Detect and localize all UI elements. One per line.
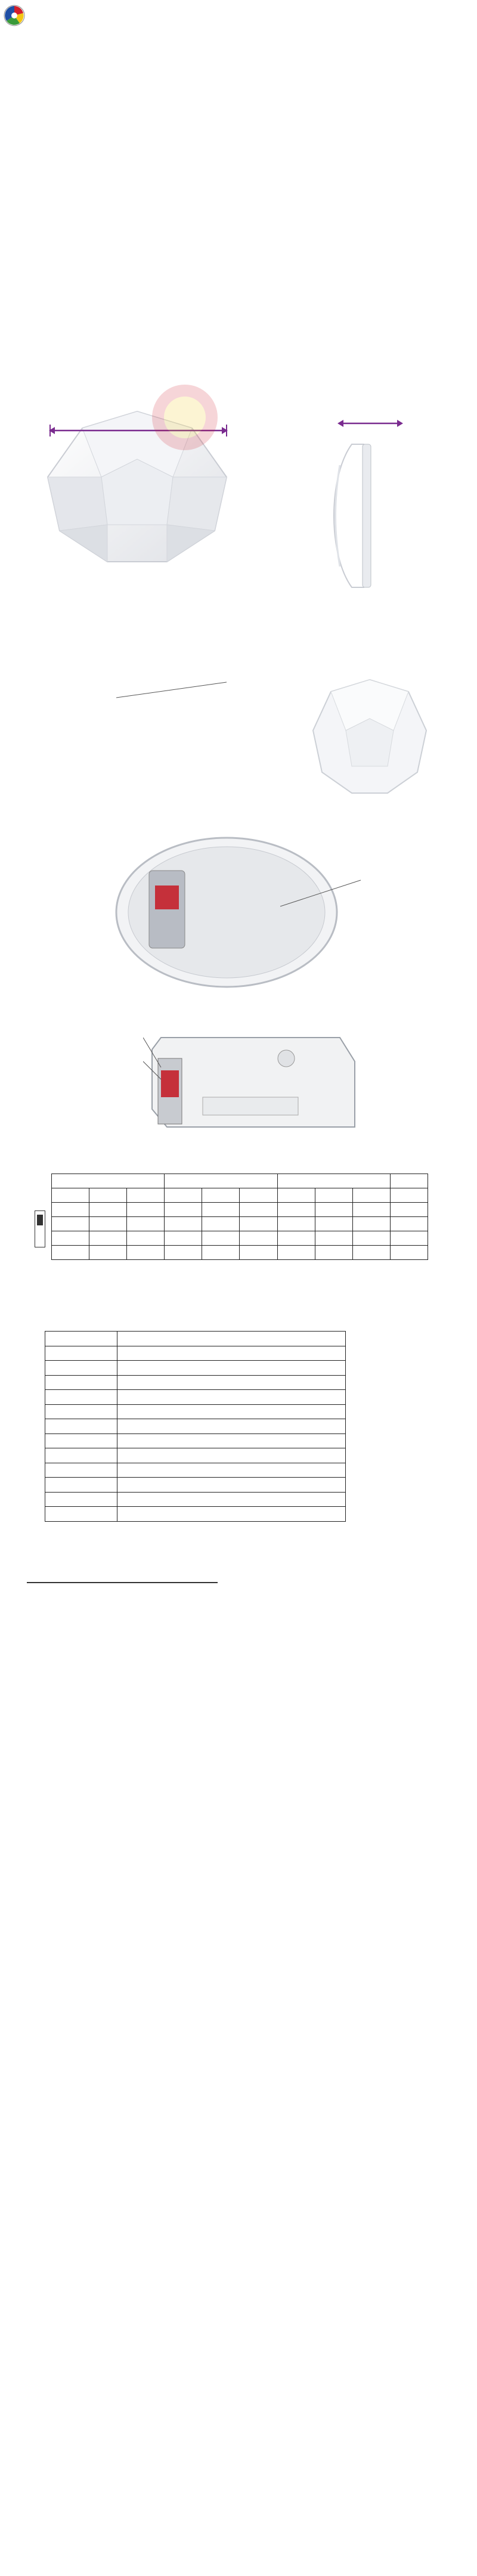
table-row (45, 1375, 346, 1390)
table-cell (315, 1188, 352, 1203)
table-cell (277, 1188, 315, 1203)
feature-list (7, 67, 466, 68)
brand-logo-icon (4, 5, 25, 26)
table-row (45, 1448, 346, 1463)
table-cell (352, 1188, 390, 1203)
table-cell (202, 1188, 240, 1203)
table-row (45, 1361, 346, 1376)
dip-switch-icon (35, 1210, 45, 1247)
table-header (52, 1174, 165, 1188)
table-cell (240, 1188, 277, 1203)
table-header (277, 1174, 390, 1188)
table-header (165, 1174, 277, 1188)
table-row (45, 1433, 346, 1448)
sensor-module-illustration (143, 1026, 358, 1142)
range-top-diagram (316, 1574, 435, 1688)
table-row (52, 1246, 428, 1260)
product-internal-illustration (113, 835, 340, 990)
callout-line (116, 680, 230, 704)
table-row (45, 1419, 346, 1434)
table-cell (165, 1188, 202, 1203)
table-row (52, 1217, 428, 1231)
table-cell (52, 1188, 89, 1203)
range-side-diagram (24, 1574, 221, 1688)
dip-switch-table (51, 1174, 428, 1260)
table-cell (390, 1174, 428, 1188)
watermark-logo (149, 382, 340, 453)
table-row (45, 1478, 346, 1493)
spec-table (45, 1331, 346, 1522)
callout-line (280, 877, 364, 912)
table-row (45, 1404, 346, 1419)
table-row (52, 1203, 428, 1217)
product-side-illustration (316, 441, 405, 590)
table-cell (390, 1188, 428, 1203)
table-row (45, 1390, 346, 1405)
table-row (45, 1463, 346, 1478)
product-gem-illustration (310, 677, 429, 796)
table-cell (127, 1188, 165, 1203)
table-row (45, 1346, 346, 1361)
table-row (45, 1507, 346, 1522)
table-row (52, 1231, 428, 1246)
table-cell (89, 1188, 127, 1203)
table-row (45, 1492, 346, 1507)
table-row (45, 1332, 346, 1346)
header (0, 0, 477, 31)
height-dimension-line (337, 417, 403, 429)
